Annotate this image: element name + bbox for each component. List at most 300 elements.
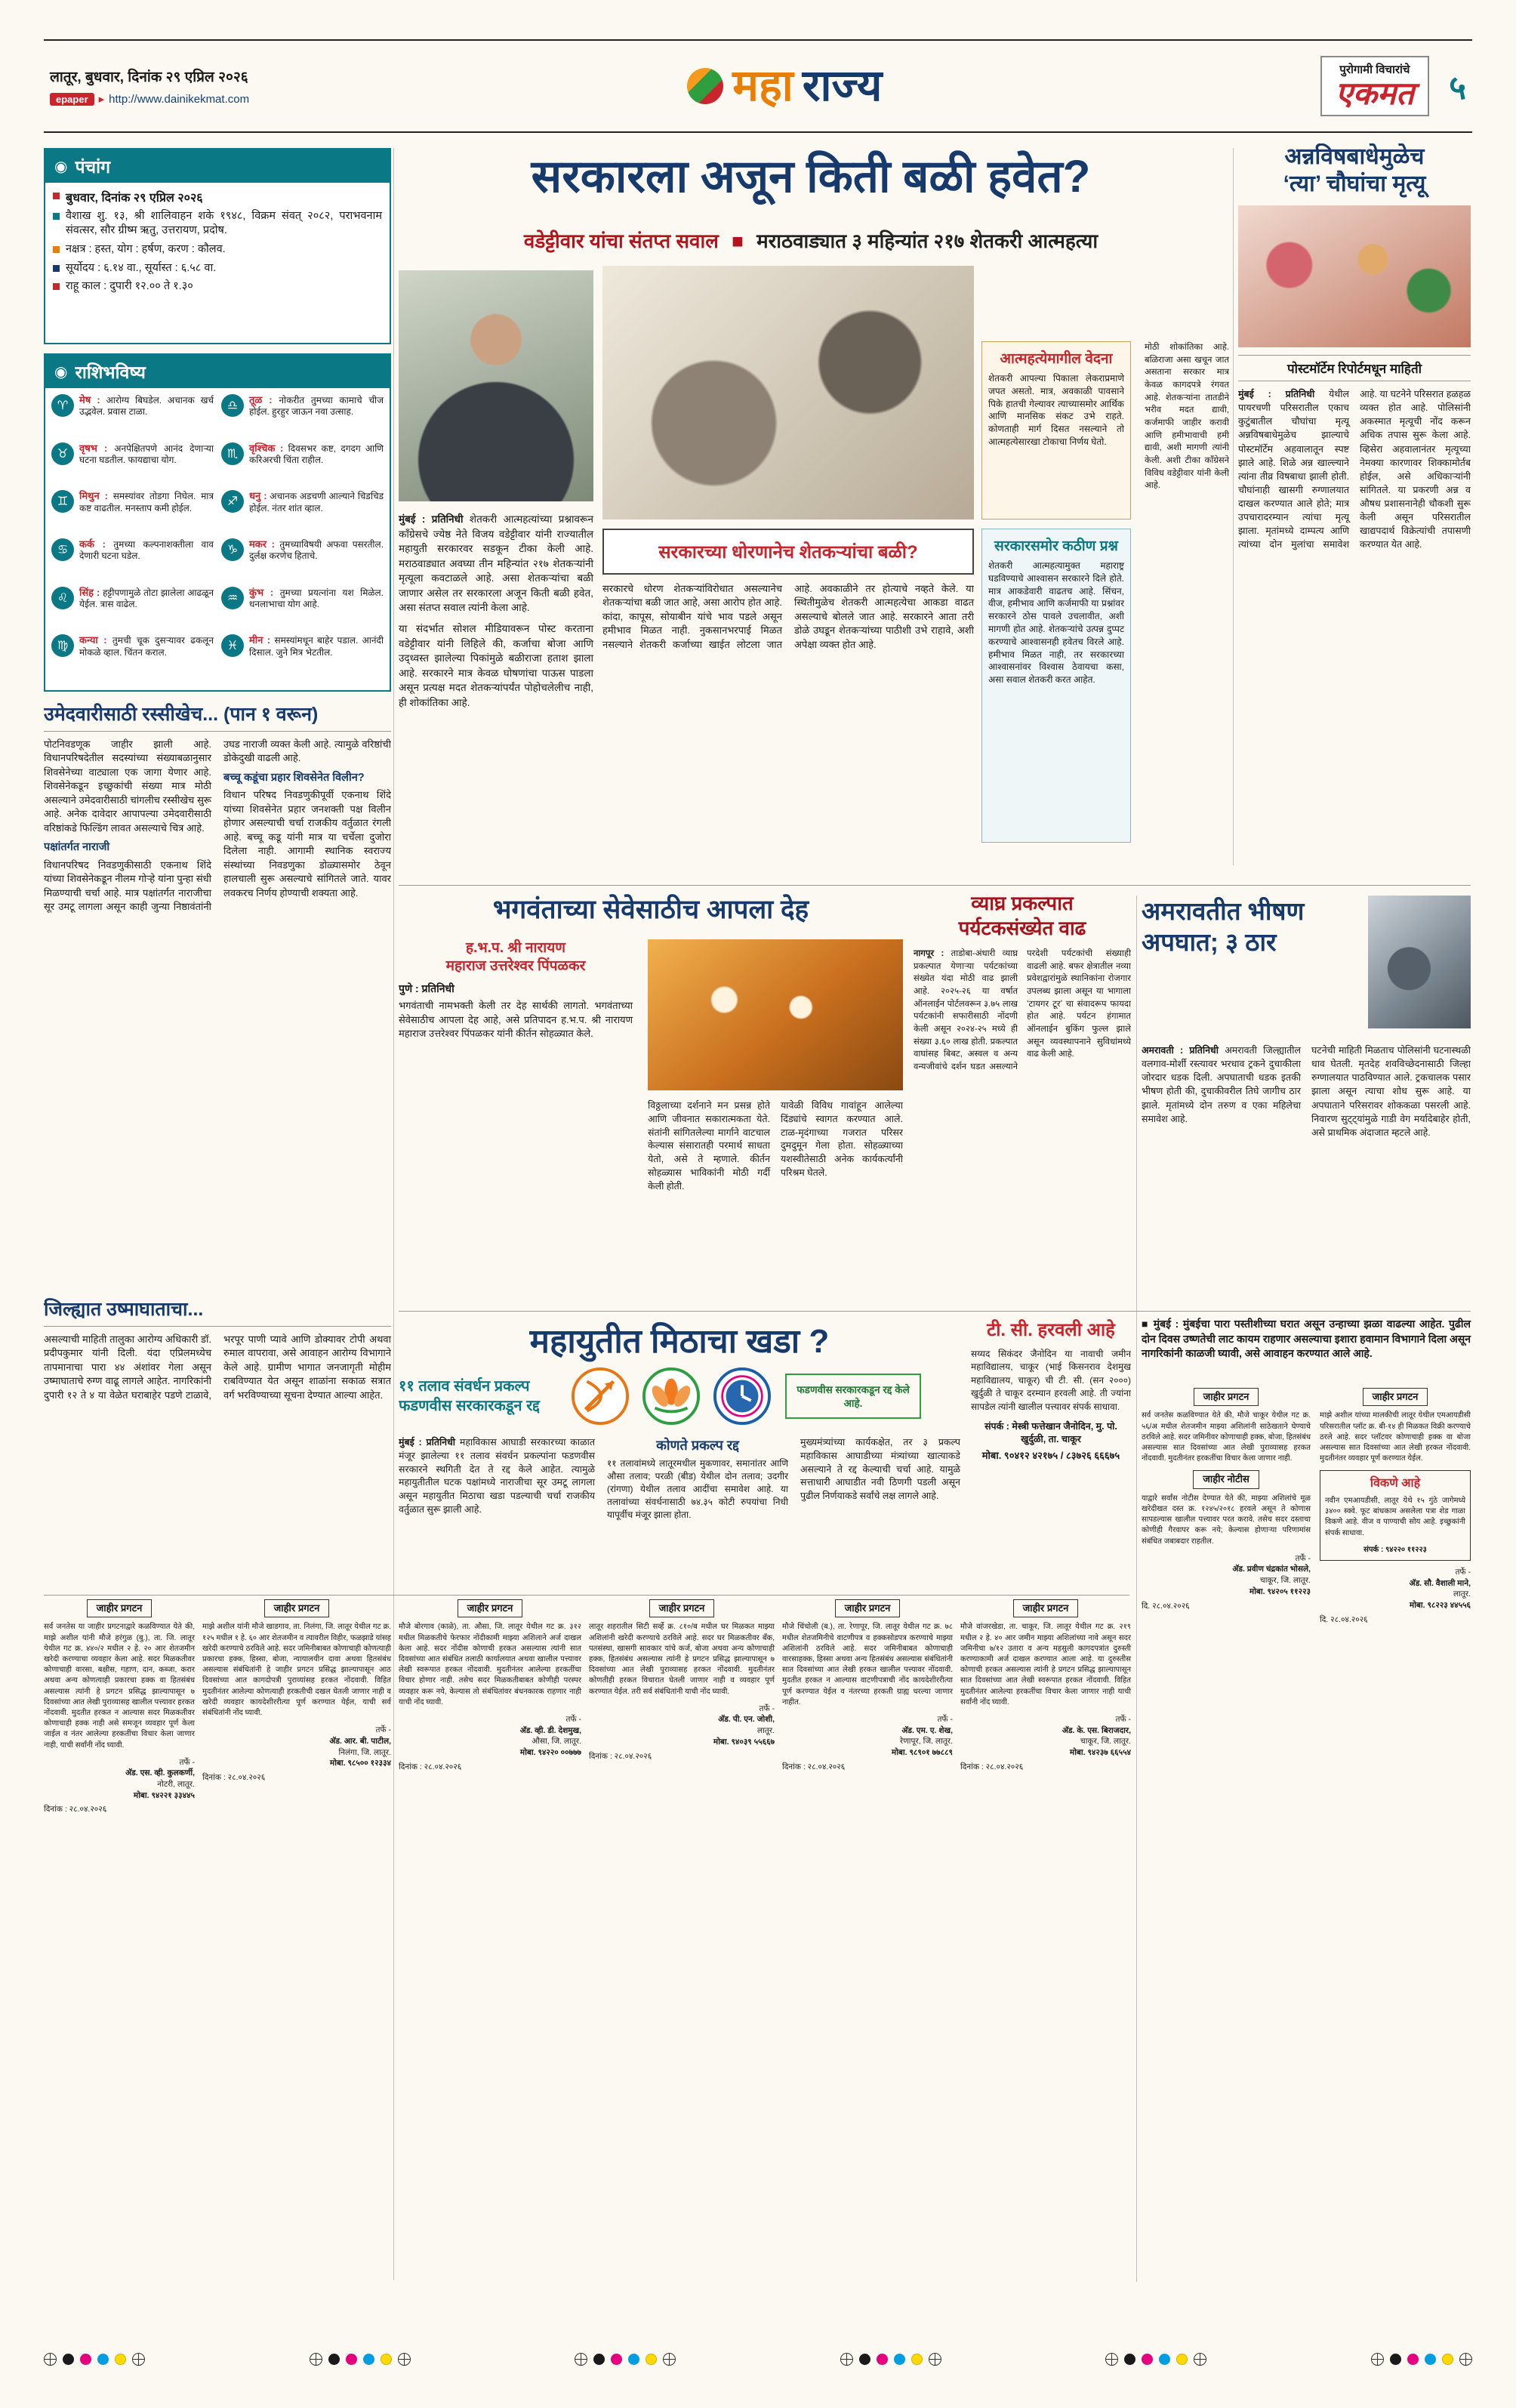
lead-headline: सरकारला अजून किती बळी हवेत?: [531, 151, 1091, 202]
rashi-item: [221, 394, 384, 441]
panchang-header: [45, 150, 390, 183]
horoscope-grid: [45, 388, 390, 687]
classified-body: सय्यद सिकंदर जैनोदिन या नावाची जमीन महाविद्यालय, चाकूर (भाई किसनराव देशमुख महाविद्यालय, चाकूर) ची टी. सी. (सन २०००) खुर्दुळी ते चाकूर दरम्यान हरवली आहे. ती ज्यांना सापडेल त्यांनी खालील पत्त्यावर संपर्क साधावा.: [971, 1349, 1131, 1412]
classified-column: [960, 1599, 1131, 2282]
rashi-item: [221, 442, 384, 489]
rashi-text: अचानक अडचणी आल्याने चिडचिड होईल. नंतर शांत व्हाल.: [249, 491, 384, 513]
zodiac-icon: ♐: [221, 490, 244, 513]
classified-header: [44, 1599, 195, 1617]
classified-date: दिनांक : २८.०४.२०२६: [782, 1762, 846, 1771]
cyan-dot-icon: [1159, 2354, 1170, 2365]
classified-body: लातूर शहरातील सिटी सर्व्हे क्र. ८१०/ब मधील घर मिळकत माझ्या अशिलांनी खरेदी करण्याचे ठरविले आहे. सदर घर मिळकतीवर बँक, पतसंस्था, खासगी सावकार यांचे कर्ज, बोजा अथवा अन्य कोणाचाही हक्क, हितसंबंध असल्यास त्यांनी हे प्रगटन प्रसिद्ध झाल्यापासून ७ दिवसांच्या आत लेखी पुराव्यासह हरकत नोंदवावी. मुदतीनंतर कोणतीही हरकत विचारात घेतली जाणार नाही व व्यवहार पूर्ण करण्यात येईल. तरी सर्व संबंधितांनी याची नोंद घ्यावी.: [589, 1623, 775, 1696]
rashi-name: कन्या :: [79, 634, 107, 646]
sidebox-body: शेतकरी आत्महत्यामुक्त महाराष्ट्र घडविण्याचे आश्वासन सरकारने दिले होते. मात्र आकडेवारी वाढतच आहे. सिंचन, वीज, हमीभाव आणि कर्जमाफी या प्रश्नांवर सरकारने ठोस पावले उचलावीत, अशी मागणी होत आहे. शेतकऱ्यांचे उत्पन्न दुप्पट करण्याचे आश्वासनही हवेतच विरले आहे. हमीभाव मिळत नाही, तर सरकारच्या आश्वासनांवर विश्वास ठेवायचा कसा, असा सवाल शेतकरी करत आहेत.: [988, 560, 1124, 686]
advocate-phone: मोबा. ९८९०१ ७७८८९: [891, 1748, 953, 1758]
advocate-name: अ‍ॅड. सौ. वैशाली माने,: [1409, 1578, 1471, 1588]
zodiac-icon: ♎: [221, 394, 244, 417]
article-paragraph: यावेळी विविध गावांहून आलेल्या दिंड्यांचे स्वागत करण्यात आले. टाळ-मृदंगाच्या गजरात परिसर दुमदुमून गेला होता. सोहळ्याच्या यशस्वीतेसाठी अनेक कार्यकर्त्यांनी परिश्रम घेतले.: [781, 1100, 903, 1178]
registration-target-icon: [575, 2353, 587, 2366]
advocate-place: औसा, जि. लातूर.: [532, 1737, 581, 1747]
classified-label: जाहीर प्रगटन: [835, 1599, 901, 1617]
classified-signature: [1142, 1553, 1311, 1598]
registration-target-icon: [132, 2353, 145, 2366]
rashi-item: [221, 587, 384, 634]
classified-signature: [44, 1757, 195, 1802]
registration-target-icon: [310, 2353, 322, 2366]
article-headline: महायुतीत मिठाचा खडा ?: [529, 1323, 830, 1360]
yellow-dot-icon: [1176, 2354, 1188, 2365]
article-body-column: [800, 1436, 960, 1522]
classified-headline: टी. सी. हरवली आहे: [987, 1320, 1115, 1340]
advocate-phone: मोबा. ९४२०५ ११२२३: [1249, 1586, 1311, 1596]
magenta-dot-icon: [346, 2354, 357, 2365]
classified-column: [589, 1599, 775, 2282]
speaker-name-line1: ह.भ.प. श्री नारायण: [466, 940, 565, 956]
sign-line: तर्फे -: [1455, 1568, 1471, 1577]
zodiac-icon: ♈: [51, 394, 74, 417]
classified-signature: [589, 1703, 775, 1748]
article-headline-line2: ‘त्या’ चौघांचा मृत्यू: [1283, 171, 1426, 196]
black-dot-icon: [328, 2354, 340, 2365]
lead-text: शेतकरी आत्महत्यांच्या प्रश्नावरून काँग्रेसचे ज्येष्ठ नेते विजय वडेट्टीवार यांनी राज्यातील महायुती सरकारवर सडकून टीका केली आहे. मराठवाड्यात अवघ्या तीन महिन्यांत २१७ शेतकऱ्यांनी मृत्यूला कवटाळले आहे. असा शेतकऱ्यांचा बळी जाणार असेल तर सरकारला अजून किती बळी हवेत, असा संतप्त सवाल त्यांनी केला आहे.: [399, 513, 593, 614]
article-body: [1142, 1044, 1471, 1297]
advocate-place: चाकूर, जि. लातूर.: [1080, 1737, 1131, 1747]
panchang-line-text: नक्षत्र : हस्त, योग : हर्षण, करण : कौलव.: [66, 242, 226, 255]
bullet-square-icon: [53, 246, 60, 253]
rashi-text: तुमच्याविषयी अफवा पसरतील. दुर्लक्ष करणेच हिताचे.: [249, 539, 384, 562]
advocate-phone: मोबा. ९४२३७ ६६५५४: [1069, 1748, 1131, 1758]
family-photo: [1238, 205, 1471, 347]
box-paragraph: ११ तलावांमध्ये लातूरमधील मुकणावर, समानांतर आणि औसा तलाव; परळी (बीड) येथील दोन तलाव; उदगीर (रांगणा) येथील तलाव आदींचा समावेश आहे. या तलावांच्या संवर्धनासाठी ७४.३५ कोटी रुपयांचा निधी यापूर्वीच मंजूर झाला होता.: [607, 1458, 788, 1521]
sign-line: तर्फे -: [937, 1714, 953, 1724]
yellow-dot-icon: [646, 2354, 657, 2365]
sidebox-title: आत्महत्येमागील वेदना: [1000, 351, 1113, 367]
article-paragraph: भगवंताची नामभक्ती केली तर देह सार्थकी लागतो. भगवंताच्या सेवेसाठीच आपला देह आहे, असे प्रतिपादन ह.भ.प. श्री नारायण महाराज उत्तरेश्वर पिंपळकर यांनी कीर्तन सोहळ्यात केले.: [399, 1000, 633, 1040]
rashi-name: वृषभ :: [79, 442, 108, 454]
rashi-text: समस्यांवर तोडगा निघेल. मात्र कष्ट वाढतील. मनस्ताप कमी होईल.: [79, 491, 214, 513]
panchang-title: पंचांग: [75, 157, 111, 177]
zodiac-icon: ♉: [51, 442, 74, 465]
box-paragraph: सरकारचे धोरण शेतकऱ्यांविरोधात असल्यानेच शेतकऱ्यांचा बळी जात आहे, असा आरोप होत आहे. कांदा, कापूस, सोयाबीन यांचे भाव पडले असून हमीभाव मिळत नाही. नुकसानभरपाई मिळत नसल्याने शेतकरी कर्जाच्या खाईत लोटला जात आहे. अवकाळीने तर होत्याचे नव्हते केले. या स्थितीमुळेच शेतकरी आत्महत्येचा आकडा वाढत असल्याचे बोलले जात आहे. सरकारने आता तरी डोळे उघडून शेतकऱ्यांच्या पाठीशी उभे राहावे, अशी अपेक्षा व्यक्त होत आहे.: [602, 583, 974, 650]
black-dot-icon: [63, 2354, 74, 2365]
advocate-name: अ‍ॅड. आर. बी. पाटील,: [329, 1736, 391, 1746]
black-dot-icon: [593, 2354, 605, 2365]
panchang-line: [45, 240, 390, 259]
advocate-name: अ‍ॅड. एम. ए. शेख,: [901, 1725, 953, 1735]
cmyk-dot-group: [575, 2353, 676, 2366]
article-body: [44, 1333, 391, 1404]
advocate-name: अ‍ॅड. एस. व्ही. कुलकर्णी,: [125, 1768, 195, 1778]
rashi-text: नोकरीत तुमच्या कामाचे चीज होईल. हुरहुर जाऊन नवा उत्साह.: [249, 395, 384, 418]
article-body: [648, 1099, 903, 1299]
registration-target-icon: [1459, 2353, 1472, 2366]
classified-label: जाहीर प्रगटन: [87, 1599, 153, 1617]
panchang-day: [45, 183, 390, 207]
black-dot-icon: [859, 2354, 870, 2365]
rashi-name: कुंभ :: [249, 586, 274, 598]
advocate-name: अ‍ॅड. प्रवीण चंद्रकांत भोसले,: [1232, 1565, 1311, 1574]
advocate-place: लातूर.: [756, 1726, 775, 1736]
horoscope-header: [45, 355, 390, 388]
article-headline-line2: अपघात; ३ ठार: [1142, 928, 1277, 957]
article-headline-line2: पर्यटकसंख्येत वाढ: [958, 916, 1086, 939]
black-dot-icon: [1390, 2354, 1401, 2365]
zodiac-icon: ♒: [221, 587, 244, 609]
rashi-item: [221, 490, 384, 537]
rashi-text: समस्यांमधून बाहेर पडाल. आनंदी दिसाल. जुने मित्र भेटतील.: [249, 635, 384, 658]
vikane-label: विकणे आहे: [1370, 1477, 1421, 1491]
edition-info: [50, 66, 249, 106]
boxed-article-dharan: [602, 529, 974, 877]
panchang-line-text: वैशाख शु. १३, श्री शालिवाहन शके १९४८, विक्रम संवत् २०८२, पराभवनाम संवत्सर, सौर ग्रीष्म ऋतु, उत्तरायण, प्रदोष.: [66, 210, 382, 236]
rashi-item: [51, 442, 214, 489]
advocate-place: निलंगा, जि. लातूर.: [338, 1747, 391, 1757]
classified-column: [202, 1599, 391, 2282]
edition-date: लातूर, बुधवार, दिनांक २९ एप्रिल २०२६: [50, 69, 248, 85]
zodiac-icon: ♓: [221, 634, 244, 657]
panchang-icon: ◉: [54, 158, 68, 175]
bullet-square-icon: [53, 213, 60, 220]
vikane-phone: संपर्क : ९४२२० ११२२३: [1363, 1545, 1427, 1554]
column-rule: [1233, 148, 1234, 865]
horoscope-icon: ◉: [54, 363, 68, 381]
classified-column: [782, 1599, 953, 2282]
registration-target-icon: [840, 2353, 853, 2366]
article-subhead: ११ तलाव संवर्धन प्रकल्प फडणवीस सरकारकडून रद्द: [399, 1378, 540, 1414]
advocate-place: लातूर.: [1453, 1589, 1471, 1599]
article-text: येथील पायरचणी परिसरातील एकाच कुटुंबातील चौघांचा मृत्यू अन्नविषबाधेमुळेच झाल्याचे पोस्टमॉर्टेम अहवालातून स्पष्ट झाले आहे. शिळे अन्न खाल्ल्याने त्यांना तीव्र विषबाधा झाली होती. चौघांनाही खासगी रुग्णालयात दाखल करण्यात आले होते; मात्र उपचारादरम्यान त्यांचा मृत्यू झाला. मृतांमध्ये दाम्पत्य आणि त्यांच्या दोन मुलांचा समावेश आहे. या घटनेने परिसरात हळहळ व्यक्त होत आहे. पोलिसांनी अकस्मात मृत्यूची नोंद करून अधिक तपास सुरू केला आहे. व्हिसेरा अहवालानंतर मृत्यूच्या नेमक्या कारणावर शिक्कामोर्तब होईल, असे अधिकाऱ्यांनी सांगितले. या प्रकरणी अन्न व औषध प्रशासनानेही चौकशी सुरू केली असून परिसरातील खाद्यपदार्थ विक्रेत्यांची तपासणी करण्यात येत आहे.: [1238, 389, 1471, 550]
cmyk-dot-group: [310, 2353, 411, 2366]
lead-paragraph: मोठी शोकांतिका आहे. बळिराजा असा खचून जात असताना सरकार मात्र केवळ कागदपत्रे रंगवत आहे. शेतकऱ्यांना तातडीने भरीव मदत द्यावी, कर्जमाफी जाहीर करावी आणि हमीभावाची हमी द्यावी, अशी मागणी त्यांनी केली. अशी टीका काँग्रेसने विविध वडेट्टीवार यांनी केली आहे.: [1145, 343, 1229, 491]
sign-line: तर्फे -: [759, 1703, 775, 1713]
politician-photo: [399, 270, 593, 501]
article-paragraph: विधान परिषद निवडणुकीपूर्वी एकनाथ शिंदे यांच्या शिवसेनेत प्रहार जनशक्ती पक्ष विलीन होणार असल्याची चर्चा राजकीय वर्तुळात रंगली आहे. बच्चू कडू यांनी मात्र या चर्चेला दुजोरा दिलेला नाही. आगामी स्थानिक स्वराज्य संस्थांच्या निवडणुका डोळ्यासमोर ठेवून हालचाली सुरू असल्याचे सांगितले जाते. यावर लवकरच निर्णय होण्याची शक्यता आहे.: [223, 789, 391, 899]
advocate-place: चाकूर, जि. लातूर.: [1260, 1576, 1311, 1586]
classified-body: माझे अशील यांनी मौजे खाडगाव, ता. निलंगा, जि. लातूर येथील गट क्र. १२५ मधील १ हे. ६० आर शेतजमीन व त्यावरील विहीर, फळझाडे यांसह खरेदी करण्याचे ठरविले आहे. सदर जमिनीबाबत कोणाचाही कोणत्याही प्रकारचा हक्क, हिस्सा, बोजा, न्यायालयीन दावा अथवा हितसंबंध असल्यास संबंधितांनी हे जाहीर प्रगटन प्रसिद्ध झाल्यापासून आठ दिवसांच्या आत कागदोपत्री पुराव्यांसह हरकत नोंदवावी. विहित मुदतीनंतर आलेल्या कोणत्याही हरकतीची दखल घेतली जाणार नाही व खरेदी व्यवहार कायदेशीररीत्या पूर्ण करण्यात येईल, याची सर्व संबंधितांनी नोंद घ्यावी.: [202, 1623, 391, 1717]
advocate-name: अ‍ॅड. के. एस. बिराजदार,: [1062, 1725, 1131, 1735]
panchang-line: [45, 207, 390, 240]
konte-prakalp-box: [607, 1436, 788, 1522]
classified-label: जाहीर प्रगटन: [1013, 1599, 1079, 1617]
notice-body: याद्वारे सर्वांस नोटीस देण्यात येते की, माझ्या अशिलांचे मूळ खरेदीखत दस्त क्र. १२४५/२०१८ हरवले असून ते कोणास सापडल्यास खालील पत्त्यावर परत करावे. तसेच सदर दस्ताचा कोणीही गैरवापर करू नये; केल्यास होणाऱ्या परिणामांस संबंधित जबाबदार राहतील.: [1142, 1494, 1311, 1546]
advocate-phone: मोबा. ९८५०० १२३३४: [329, 1759, 391, 1768]
sign-line: तर्फे -: [179, 1757, 195, 1767]
rashi-name: धनु :: [249, 490, 267, 502]
article-paragraph: घटनेची माहिती मिळताच पोलिसांनी घटनास्थळी धाव घेतली. मृतदेह शवविच्छेदनासाठी जिल्हा रुग्णालयात पाठविण्यात आले. ट्रकचालक पसार झाला असून त्याचा शोध सुरू आहे. या अपघाताने परिसरावर शोककळा पसरली आहे. निवारण सुट्ट्यांमुळे गाडी वेग मर्यादेबाहेर होती, असे प्राथमिक अंदाजात म्हटले आहे.: [1311, 1045, 1471, 1138]
advocate-name: अ‍ॅड. पी. एन. जोशी,: [718, 1715, 775, 1725]
registration-target-icon: [663, 2353, 676, 2366]
news-brief-mumbai: ■ मुंबई : मुंबईचा पारा पस्तीशीच्या घरात असून उन्हाच्या झळा वाढल्या आहेत. पुढील दोन दिवस उष्णतेची लाट कायम राहणार असल्याचा इशारा हवामान विभागाने दिला असून नागरिकांनी काळजी घ्यावी, असे आवाहन करण्यात आले आहे.: [1142, 1318, 1471, 1360]
rashi-name: मेष :: [79, 394, 100, 405]
rashi-text: दिवसभर कष्ट, दगदग आणि करिअरची चिंता राहील.: [249, 442, 384, 465]
article-paragraph: [1238, 387, 1471, 552]
cyan-dot-icon: [628, 2354, 639, 2365]
article-body-column: [399, 1436, 595, 1522]
article-body: [44, 738, 391, 914]
rashi-item: [51, 394, 214, 441]
classified-header: [202, 1599, 391, 1617]
advocate-place: नोटरी, लातूर.: [157, 1780, 195, 1790]
cmyk-dot-group: [840, 2353, 941, 2366]
classified-body: मौजे वांजरखेडा, ता. चाकूर, जि. लातूर येथील गट क्र. २१९ मधील २ हे. ४० आर जमीन माझ्या अशिलांच्या नावे असून सदर जमिनीचा ७/१२ उतारा व अन्य महसुली कागदपत्रांत दुरुस्ती करण्याकामी अर्ज दाखल करण्यात आला आहे. या दुरुस्तीस कोणाची हरकत असल्यास त्यांनी हे प्रगटन प्रसिद्ध झाल्यापासून सात दिवसांच्या आत लेखी स्वरूपात हरकत नोंदवावी. विहित मुदतीनंतर आलेल्या हरकतींचा विचार केला जाणार नाही याची सर्वांनी नोंद घ्यावी.: [960, 1623, 1131, 1707]
article-paragraph: [914, 948, 1131, 1074]
epaper-row: [50, 92, 249, 106]
advocate-phone: मोबा. ९८२२३ ४४५५६: [1409, 1601, 1471, 1611]
ncp-clock-icon: [713, 1367, 772, 1426]
rashi-text: तुमच्या प्रयत्नांना यश मिळेल. धनलाभाचा योग आहे.: [249, 587, 384, 609]
panchang-line-text: सूर्योदय : ६.१४ वा., सूर्यास्त : ६.५८ वा.: [66, 261, 217, 274]
masthead-area: [1320, 56, 1466, 116]
horoscope-box: [44, 353, 391, 692]
article-amravati: [1142, 896, 1471, 1303]
logo-text-rajya: राज्य: [802, 61, 883, 110]
registration-target-icon: [1194, 2353, 1206, 2366]
accident-photo: [1368, 896, 1471, 1028]
bullet-square-icon: [53, 265, 60, 272]
yellow-dot-icon: [115, 2354, 126, 2365]
rashi-item: [51, 587, 214, 634]
section-rule: [44, 1595, 1129, 1596]
classified-signature: [399, 1714, 581, 1759]
section-rule: [399, 1311, 1471, 1312]
article-subhead: बच्चू कडूंचा प्रहार शिवसेनेत विलीन?: [223, 771, 365, 784]
cmyk-dot-group: [1105, 2353, 1206, 2366]
classified-label: जाहीर प्रगटन: [1363, 1388, 1428, 1406]
registration-target-icon: [1105, 2353, 1118, 2366]
yellow-dot-icon: [911, 2354, 923, 2365]
sidebox-body: शेतकरी आपल्या पिकाला लेकराप्रमाणे जपत असतो. मात्र, अवकाळी पावसाने पिके हातची गेल्यावर त्याच्यासमोर आर्थिक आणि मानसिक संकट उभे राहते. कोणताही मार्ग दिसत नसल्याने तो आत्महत्येसारखा टोकाचा निर्णय घेतो.: [988, 373, 1124, 447]
vikane-body: नवीन एमआयडीसी, लातूर येथे १५ गुंठे जागेमध्ये ३४०० स्क्वे. फूट बांधकाम असलेला पत्रा शेड गाळा विकणे आहे. वीज व पाण्याची सोय आहे. इच्छुकांनी संपर्क साधावा.: [1325, 1497, 1465, 1537]
classified-header: [1320, 1388, 1471, 1406]
kirtan-event-photo: [648, 939, 903, 1090]
lead-subhead: [399, 227, 1223, 254]
article-headline-line1: अन्नविषबाधेमुळेच: [1284, 144, 1425, 169]
classified-date: दि. २८.०४.२०२६: [1320, 1614, 1368, 1624]
cmyk-dot-group: [44, 2353, 145, 2366]
rashi-text: आरोग्य बिघडेल. अचानक खर्च उद्भवेल. प्रवास टाळा.: [79, 395, 214, 418]
rashi-text: अनपेक्षितपणे आनंद देणाऱ्या घटना घडतील. फायद्याचा योग.: [79, 442, 214, 465]
registration-target-icon: [1371, 2353, 1384, 2366]
mahayuti-graphic-row: [399, 1367, 960, 1426]
classified-date: दिनांक : २८.०४.२०२६: [202, 1772, 266, 1782]
epaper-label: epaper: [50, 93, 94, 106]
article-headline-line1: अमरावतीत भीषण: [1142, 897, 1305, 925]
article-vyaghra: [914, 891, 1131, 1303]
logo-emblem-icon: [687, 68, 723, 104]
zodiac-icon: ♏: [221, 442, 244, 465]
cyan-dot-icon: [97, 2354, 109, 2365]
classified-date: दिनांक : २८.०४.२०२६: [589, 1751, 652, 1761]
article-mahayuti: [399, 1317, 960, 1590]
advocate-phone: मोबा. ९४०३९ ५५६६७: [713, 1737, 775, 1747]
advocate-phone: मोबा. ९४२२० ००७७७: [519, 1748, 581, 1758]
masthead: [1320, 56, 1430, 116]
box-headline: सरकारच्या धोरणानेच शेतकऱ्यांचा बळी?: [602, 529, 974, 575]
black-dot-icon: [1124, 2354, 1135, 2365]
column-rule: [393, 148, 394, 2280]
sign-line: तर्फे -: [375, 1725, 391, 1735]
column-rule: [1136, 896, 1137, 2282]
registration-target-icon: [929, 2353, 941, 2366]
rashi-name: मिथुन :: [79, 490, 108, 502]
article-headline-line1: व्याघ्र प्रकल्पात: [971, 892, 1074, 914]
zodiac-icon: ♑: [221, 538, 244, 561]
notice-label: जाहीर नोटीस: [1193, 1470, 1259, 1488]
dateline: पुणे : प्रतिनिधी: [399, 982, 454, 994]
article-text: अमरावती जिल्ह्यातील वलगाव-मोर्शी रस्त्यावर भरधाव ट्रकने दुचाकीला जोरदार धडक दिली. अपघाताची धडक इतकी भीषण होती की, दुचाकीवरील तिघे जागीच ठार झाले. मृतांमध्ये दोन तरुण व एका महिलेचा समावेश आहे.: [1142, 1045, 1301, 1124]
cmyk-dot-group: [1371, 2353, 1472, 2366]
magenta-dot-icon: [1407, 2354, 1419, 2365]
zodiac-icon: ♌: [51, 587, 74, 609]
panchang-line: [45, 259, 390, 278]
classified-header: [589, 1599, 775, 1617]
classified-body: मौजे बोरगाव (काळे), ता. औसा, जि. लातूर येथील गट क्र. ३१२ मधील मिळकतीचे फेरफार नोंदीकामी माझ्या अशिलाने अर्ज दाखल केला आहे. सदर नोंदीस कोणाची हरकत असल्यास त्यांनी सात दिवसांच्या आत संबंधित तलाठी कार्यालयात अथवा खालील पत्त्यावर लेखी स्वरूपात हरकत नोंदवावी. मुदतीनंतर आलेल्या हरकतींचा विचार होणार नाही. तसेच सदर मिळकतीबाबत कोणीही परस्पर व्यवहार करू नये, केल्यास तो संबंधितांवर बंधनकारक राहणार नाही याची नोंद घ्यावी.: [399, 1623, 581, 1707]
classified-signature: [202, 1725, 391, 1769]
dateline: मुंबई : प्रतिनिधी: [399, 513, 464, 525]
sidebox-title: सरकारसमोर कठीण प्रश्न: [994, 538, 1118, 554]
box-title: कोणते प्रकल्प रद्द: [656, 1438, 739, 1453]
article-text: महाविकास आघाडी सरकारच्या काळात मंजूर झालेल्या ११ तलाव संवर्धन प्रकल्पांना फडणवीस सरकारने स्थगिती देत ते रद्द केले आहेत. त्यामुळे महायुतीतील घटक पक्षांमध्ये नाराजीचा सूर उमटू लागला असून महायुतीत मिठाचा खडा पडल्याची चर्चा राजकीय वर्तुळात सुरू झाली आहे.: [399, 1437, 595, 1515]
classified-date: दिनांक : २८.०४.२०२६: [44, 1805, 107, 1814]
panchang-day-text: बुधवार, दिनांक २९ एप्रिल २०२६: [66, 192, 203, 205]
zodiac-icon: ♊: [51, 490, 74, 513]
classified-signature: [1320, 1567, 1471, 1611]
masthead-name: एकमत: [1335, 75, 1415, 111]
magenta-dot-icon: [877, 2354, 888, 2365]
article-paragraph: [399, 1436, 595, 1517]
article-bhagwant: [399, 891, 903, 1303]
cyan-dot-icon: [363, 2354, 374, 2365]
classified-label: जाहीर प्रगटन: [649, 1599, 715, 1617]
advocate-name: अ‍ॅड. व्ही. डी. देशमुख,: [519, 1725, 581, 1735]
rashi-name: तूळ :: [249, 394, 273, 405]
speaker-name-line2: महाराज उत्तरेश्वर पिंपळकर: [445, 957, 586, 974]
article-body: [914, 948, 1131, 1295]
lead-body-narrow-column: [1145, 341, 1229, 843]
rashi-text: हट्टीपणामुळे तोटा झालेला आढळून येईल. त्रास वाढेल.: [79, 587, 214, 609]
article-paragraph: [1142, 1044, 1301, 1126]
logo-text-maha: महा: [732, 61, 793, 110]
article-byline-column: [399, 939, 633, 1299]
article-paragraph: असल्याची माहिती तालुका आरोग्य अधिकारी डॉ. प्रदीपकुमार यांनी दिली. यंदा एप्रिलमध्येच तापमानाचा पारा ४४ अंशांवर गेला असून उष्माघाताचे रुग्ण वाढू लागले आहेत. नागरिकांनी दुपारी १२ ते ४ या वेळेत घराबाहेर पडणे टाळावे, भरपूर पाणी प्यावे आणि डोक्यावर टोपी अथवा रुमाल वापरावा, असे आवाहन आरोग्य विभागाने केले आहे. ग्रामीण भागात जनजागृती मोहीम राबविण्यात येत असून शाळांना सकाळ सत्रात वर्ग भरविण्याच्या सूचना देण्यात आल्या आहेत.: [44, 1333, 391, 1401]
print-registration-marks: [44, 2344, 1472, 2374]
bjp-lotus-icon: [642, 1367, 701, 1426]
notice-header: [1142, 1470, 1311, 1488]
article-paragraph: पोटनिवडणूक जाहीर झाली आहे. विधानपरिषदेतील सदस्यांच्या संख्याबळानुसार शिवसेनेच्या वाट्याला एक जागा येणार आहे. शिवसेनेकडून इच्छुकांची संख्या मात्र मोठी असल्याने उमेदवारीसाठी चांगलीच रस्सीखेच सुरू आहे. अनेक दावेदार आपापल्या उमेदवारीसाठी वरिष्ठांकडे फिल्डिंग लावत असल्याचे चित्र आहे.: [44, 738, 211, 834]
rashi-text: तुमची चूक दुसऱ्यावर ढकलून मोकळे व्हाल. चिंतन कराल.: [79, 635, 214, 658]
classified-signature: [782, 1714, 953, 1759]
page-number: ५: [1449, 69, 1466, 106]
lead-paragraph: [399, 512, 593, 615]
horoscope-title: राशिभविष्य: [75, 362, 146, 382]
page-header: [44, 39, 1472, 133]
arrow-icon: ▸: [98, 93, 105, 106]
classified-contact: संपर्क : मेस्त्री फत्तेखान जैनोदिन, मु. पो. खुर्दुळी, ता. चाकूर: [984, 1420, 1117, 1444]
classified-header: [399, 1599, 581, 1617]
article-annavish: [1238, 143, 1471, 864]
classified-label: जाहीर प्रगटन: [458, 1599, 523, 1617]
box-body: [602, 582, 974, 652]
classified-body: मौजे चिंचोली (ब.), ता. रेणापूर, जि. लातूर येथील गट क्र. ७८ मधील शेतजमिनीचे वाटणीपत्र व हक्कसोडपत्र करण्याचे माझ्या अशिलांनी ठरविले आहे. सदर जमिनीबाबत कोणाचाही वारसाहक्क, हिस्सा अथवा अन्य हितसंबंध असल्यास संबंधितांनी सात दिवसांच्या आत लेखी हरकत खालील पत्त्यावर नोंदवावी. मुदतीत हरकत न आल्यास वाटणीपत्राची नोंद कायदेशीररीत्या पूर्ण करण्यात येईल व नंतरच्या हरकती ग्राह्य धरल्या जाणार नाहीत.: [782, 1623, 953, 1707]
classified-body: माझे अशील यांच्या मालकीची लातूर येथील एमआयडीसी परिसरातील प्लॉट क्र. बी-१४ ही मिळकत विक्री करण्याचे ठरले आहे. सदर प्लॉटवर कोणाचाही हक्क वा बोजा असल्यास सात दिवसांच्या आत लेखी हरकत नोंदवावी. मुदतीनंतर व्यवहार पूर्ण करण्यात येईल.: [1320, 1411, 1471, 1463]
lead-body-column: [399, 512, 593, 879]
registration-target-icon: [398, 2353, 411, 2366]
article-paragraph: विठ्ठलाच्या दर्शनाने मन प्रसन्न होते आणि जीवनात सकारात्मकता येते. संतांनी सांगितलेल्या मार्गाने वाटचाल केल्यास संसारातही परमार्थ साधता येतो, असे ते म्हणाले. कीर्तन सोहळ्यास भाविकांनी मोठी गर्दी केली होती.: [648, 1100, 770, 1192]
classified-signature: [960, 1714, 1131, 1759]
classified-body: सर्व जनतेस कळविण्यात येते की, मौजे चाकूर येथील गट क्र. ५६/अ मधील शेतजमीन माझ्या अशिलांनी साठेखताने घेण्याचे ठरविले आहे. सदर जमिनीवर कोणाचाही हक्क, बोजा, हितसंबंध असल्यास सात दिवसांच्या आत लेखी पुराव्यासह हरकत नोंदवावी. मुदतीनंतर हरकतींचा विचार केला जाणार नाही.: [1142, 1411, 1311, 1463]
subhead-red: वडेट्टीवार यांचा संतप्त सवाल: [523, 230, 719, 252]
rashi-item: [51, 634, 214, 681]
sign-line: तर्फे -: [1115, 1714, 1131, 1724]
sign-line: तर्फे -: [565, 1714, 581, 1724]
classified-column: [399, 1599, 581, 2282]
yellow-dot-icon: [1442, 2354, 1453, 2365]
panchang-line: [45, 277, 390, 296]
rashi-name: वृश्चिक :: [249, 442, 284, 454]
sidebox-kathin: [981, 529, 1131, 843]
panchang-line-text: राहू काल : दुपारी १२.०० ते १.३०: [66, 280, 193, 293]
bullet-square-icon: [53, 283, 60, 290]
dateline: मुंबई : प्रतिनिधी: [1238, 389, 1315, 399]
rashi-item: [51, 538, 214, 585]
green-note-box: फडणवीस सरकारकडून रद्द केले आहे.: [785, 1374, 921, 1419]
classified-tc-haravli: [971, 1317, 1131, 1590]
rashi-item: [221, 538, 384, 585]
article-body: [1238, 387, 1471, 810]
section-rule: [399, 885, 1471, 886]
article-paragraph: मुख्यमंत्र्यांच्या कार्यकक्षेत, तर ३ प्रकल्प महाविकास आघाडीच्या मंत्र्यांच्या खात्याकडे असल्याने ते रद्द केल्याची चर्चा आहे. यामुळे सत्ताधारी आघाडीत नवी ठिणगी पडली असून पुढील निर्णयाकडे सर्वांचे लक्ष लागले आहे.: [800, 1437, 960, 1501]
cyan-dot-icon: [894, 2354, 905, 2365]
classified-date: दि. २८.०४.२०२६: [1142, 1601, 1190, 1611]
zodiac-icon: ♋: [51, 538, 74, 561]
magenta-dot-icon: [80, 2354, 91, 2365]
rashi-item: [51, 490, 214, 537]
classified-header: [782, 1599, 953, 1617]
classified-body: सर्व जनतेस या जाहीर प्रगटनाद्वारे कळविण्यात येते की, माझे अशील यांनी मौजे हरंगुळ (बु.), ता. जि. लातूर येथील गट क्र. ४४०/२ मधील २ हे. २० आर शेतजमीन खरेदी करण्याचा व्यवहार केला आहे. सदर मिळकतीवर कोणाचाही वारसा, बक्षीस, गहाण, दान, कब्जा, करार अथवा अन्य कोणत्याही प्रकारचा हक्क वा हितसंबंध असल्यास त्यांनी हे प्रगटन प्रसिद्ध झाल्यापासून ७ दिवसांच्या आत लेखी पुराव्यासह खालील पत्त्यावर हरकत नोंदवावी. मुदतीत हरकत न आल्यास सदर मिळकतीवर कोणाचाही हक्क नाही असे समजून व्यवहार पूर्ण केला जाईल व नंतर आलेल्या हरकतींचा विचार केला जाणार नाही, याची सर्वांनी नोंद घ्यावी.: [44, 1623, 195, 1750]
magenta-dot-icon: [1142, 2354, 1153, 2365]
classified-phone: मोबा. ९०४१२ ४२१७५ / ८३७२६ ६६६७५: [981, 1449, 1120, 1461]
sidebox-vedana: [981, 341, 1131, 520]
classified-header: [1142, 1388, 1311, 1406]
classified-date: दिनांक : २८.०४.२०२६: [399, 1762, 462, 1771]
rashi-item: [221, 634, 384, 681]
classified-column: [1142, 1388, 1311, 2282]
classified-date: दिनांक : २८.०४.२०२६: [960, 1762, 1024, 1771]
epaper-url[interactable]: http://www.dainikekmat.com: [109, 92, 250, 106]
cyan-dot-icon: [1425, 2354, 1436, 2365]
dateline: नागपूर :: [914, 949, 944, 958]
rashi-name: कर्क :: [79, 538, 106, 550]
magenta-dot-icon: [611, 2354, 622, 2365]
article-ushmaghat: [44, 1296, 391, 1592]
article-headline: जिल्ह्यात उष्माघाताचा...: [44, 1296, 391, 1327]
lead-paragraph: या संदर्भात सोशल मीडियावरून पोस्ट करताना वडेट्टीवार यांनी लिहिले की, कर्जाचा बोजा आणि उद्ध्वस्त झालेल्या पिकांमुळे बळीराजा हताश झाला आहे. सरकारने मात्र केवळ घोषणांचा पाऊस पाडला असून प्रत्यक्ष मदत शेतकऱ्यांपर्यंत पोहोचलेलीच नाही, ही शोकांतिका आहे.: [399, 622, 593, 708]
advocate-phone: मोबा. ९४२२१ ३३४४५: [133, 1790, 195, 1800]
article-text: ताडोबा-अंधारी व्याघ्र प्रकल्पात येणाऱ्या पर्यटकांच्या संख्येत यंदा मोठी वाढ झाली आहे. २०२५-२६ या वर्षात ऑनलाईन पोर्टलवरून ३.७५ लाख पर्यटकांनी सफारीसाठी नोंदणी केली असून २०२४-२५ मध्ये ही संख्या ३.६० लाख होती. प्रकल्पात वाघांसह बिबट, अस्वल व अन्य वन्यजीवांचे दर्शन घडत असल्याने परदेशी पर्यटकांची संख्याही वाढली आहे. बफर क्षेत्रातील नव्या प्रवेशद्वारांमुळे स्थानिकांना रोजगार उपलब्ध झाला असून या भागाला ‘टायगर टूर’ चा संवादरूप फायदा होत आहे. पर्यटन हंगामात ऑनलाईन बुकिंग फुल्ल झाले असून व्यवस्थापनाने सुविधांमध्ये वाढ केली आहे.: [914, 949, 1131, 1072]
classified-label: जाहीर प्रगटन: [1194, 1388, 1259, 1406]
sign-line: तर्फे -: [1295, 1553, 1311, 1563]
yellow-dot-icon: [381, 2354, 392, 2365]
mahayuti-body-row: [399, 1436, 960, 1522]
party-logos: [571, 1367, 772, 1426]
classified-column: [1320, 1388, 1471, 2282]
shivsena-bow-arrow-icon: [571, 1367, 630, 1426]
square-bullet-icon: ■: [732, 230, 744, 252]
classified-label: जाहीर प्रगटन: [264, 1599, 330, 1617]
article-headline: भगवंताच्या सेवेसाठीच आपला देह: [492, 895, 809, 924]
bullet-square-icon: [53, 193, 60, 199]
masthead-tagline: पुरोगामी विचारांचे: [1339, 63, 1410, 76]
